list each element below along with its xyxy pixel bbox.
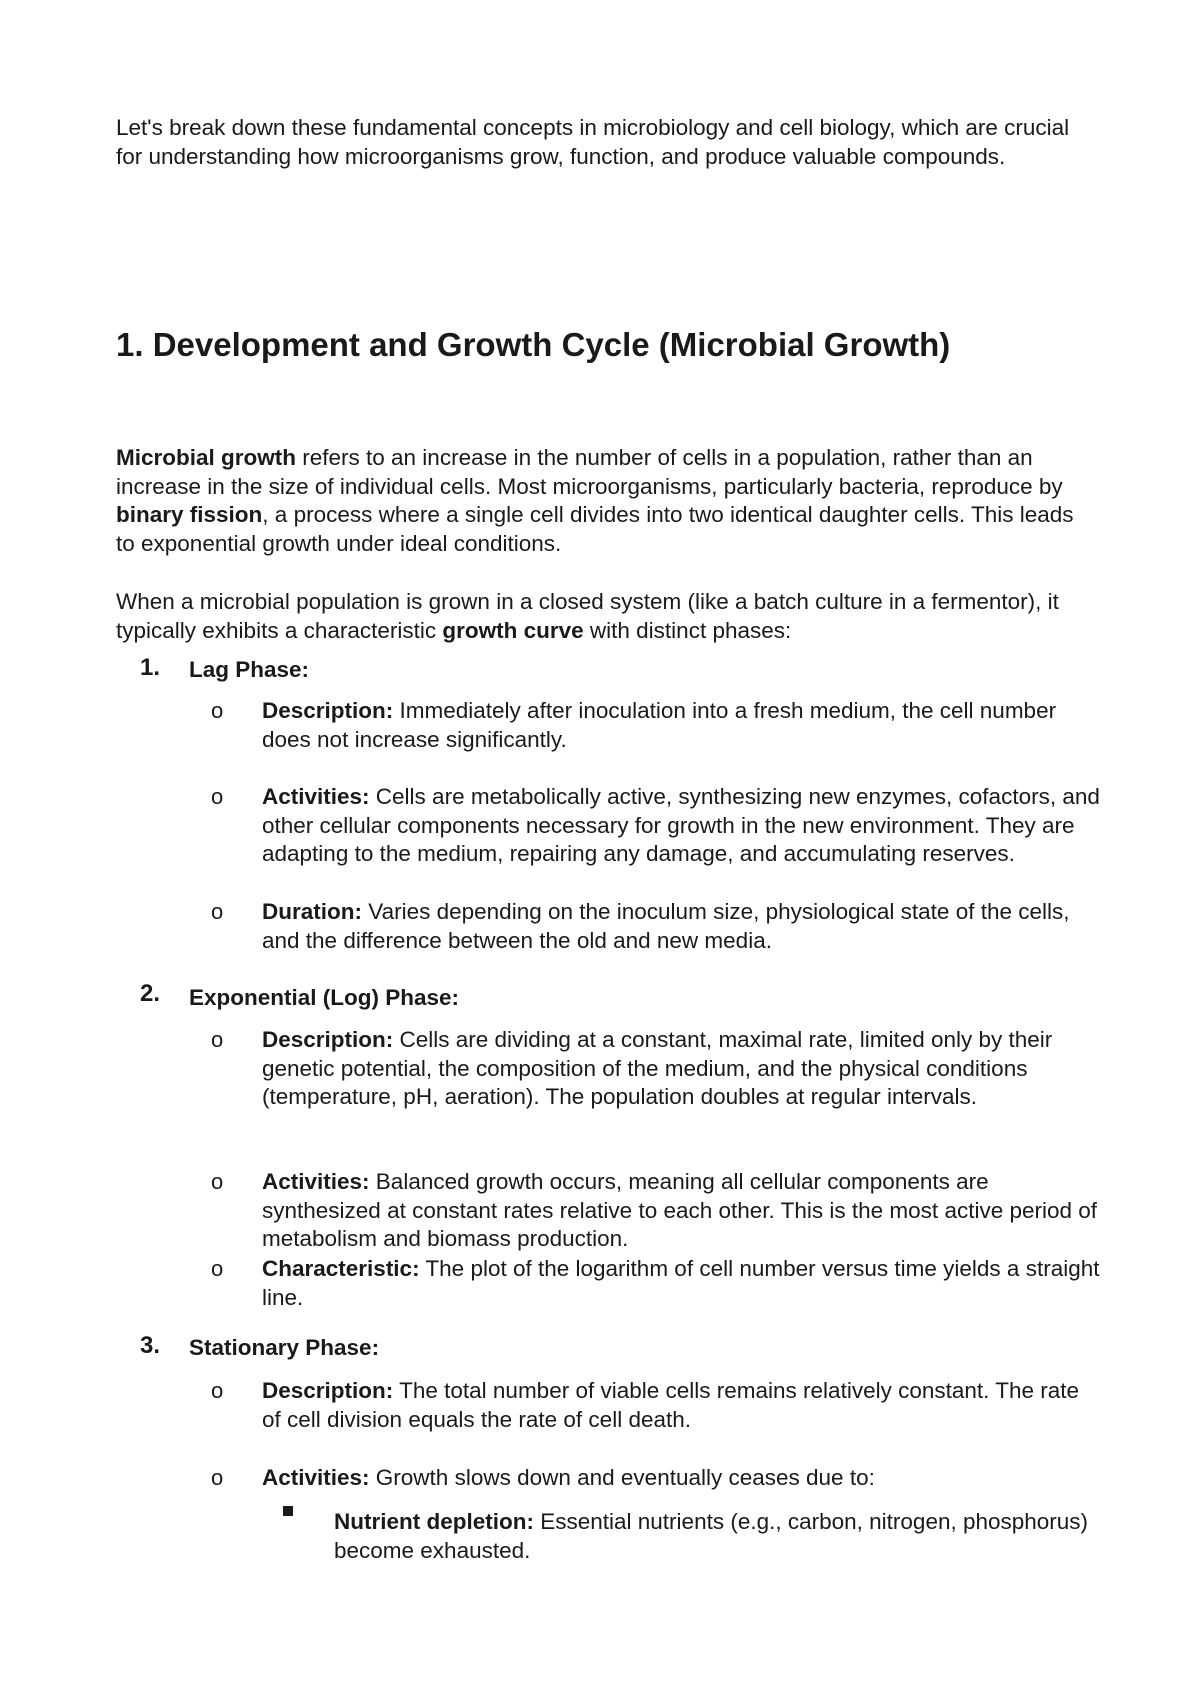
circle-bullet-icon: o xyxy=(211,1465,224,1490)
paragraph-text: When a microbial population is grown in a closed system (like a batch culture in a fermentor), it typically exhibits a characteristic xyxy=(116,589,1059,643)
circle-bullet-icon: o xyxy=(211,1378,224,1403)
paragraph-text: , a process where a single cell divides into two identical daughter cells. This leads to exponential growth under ideal conditions. xyxy=(116,502,1074,556)
square-bullet-icon xyxy=(283,1506,293,1516)
microbial-growth-paragraph xyxy=(116,444,1096,558)
item-text: Varies depending on the inoculum size, physiological state of the cells, and the difference between the old and new media. xyxy=(262,899,1070,953)
list-item xyxy=(262,1464,1102,1493)
item-text: The plot of the logarithm of cell number versus time yields a straight line. xyxy=(262,1256,1100,1310)
list-item xyxy=(262,1168,1102,1254)
item-text: Balanced growth occurs, meaning all cellular components are synthesized at constant rates relative to each other. This is the most active period of metabolism and biomass production. xyxy=(262,1169,1098,1251)
circle-bullet-icon: o xyxy=(211,698,224,723)
list-number: 2. xyxy=(140,980,161,1007)
item-label: Activities: xyxy=(262,784,370,809)
list-number: 3. xyxy=(140,1332,161,1359)
phase-title-exponential: Exponential (Log) Phase: xyxy=(189,985,460,1010)
section-heading: 1. Development and Growth Cycle (Microbial Growth) xyxy=(116,326,951,363)
item-text: Essential nutrients (e.g., carbon, nitrogen, phosphorus) become exhausted. xyxy=(334,1509,1089,1563)
sub-list-item xyxy=(334,1508,1104,1565)
circle-bullet-icon: o xyxy=(211,1169,224,1194)
intro-paragraph: Let's break down these fundamental concepts in microbiology and cell biology, which are crucial for understanding how microorganisms grow, function, and produce valuable compounds. xyxy=(116,115,1070,169)
item-label: Description: xyxy=(262,1378,394,1403)
list-number: 1. xyxy=(140,654,161,681)
circle-bullet-icon: o xyxy=(211,1027,224,1052)
item-label: Description: xyxy=(262,698,394,723)
item-label: Description: xyxy=(262,1027,394,1052)
item-text: Cells are dividing at a constant, maximal rate, limited only by their genetic potential, the composition of the medium, and the physical conditions (temperature, pH, aeration). The population doubles at regular intervals. xyxy=(262,1027,1053,1109)
item-text: The total number of viable cells remains relatively constant. The rate of cell division equals the rate of cell death. xyxy=(262,1378,1080,1432)
phase-title-lag: Lag Phase: xyxy=(189,657,310,682)
list-item xyxy=(262,1026,1102,1112)
term-growth-curve: growth curve xyxy=(442,617,584,643)
item-text: Immediately after inoculation into a fresh medium, the cell number does not increase significantly. xyxy=(262,698,1057,752)
item-label: Duration: xyxy=(262,899,362,924)
list-item xyxy=(262,697,1102,754)
term-microbial-growth: Microbial growth xyxy=(116,445,296,470)
circle-bullet-icon: o xyxy=(211,1256,224,1281)
list-item xyxy=(262,898,1102,955)
list-item xyxy=(262,1377,1102,1434)
list-item xyxy=(262,783,1102,869)
item-label: Nutrient depletion: xyxy=(334,1509,534,1534)
item-text: Cells are metabolically active, synthesizing new enzymes, cofactors, and other cellular components necessary for growth in the new environment. They are adapting to the medium, repairing any damage, and accumulating reserves. xyxy=(262,784,1100,866)
term-binary-fission: binary fission xyxy=(116,502,263,527)
circle-bullet-icon: o xyxy=(211,784,224,809)
paragraph-text: refers to an increase in the number of cells in a population, rather than an increase in the size of individual cells. Most microorganisms, particularly bacteria, reproduce by xyxy=(116,445,1063,499)
growth-curve-paragraph xyxy=(116,588,1096,645)
circle-bullet-icon: o xyxy=(211,899,224,924)
item-label: Activities: xyxy=(262,1169,370,1194)
phase-title-stationary: Stationary Phase: xyxy=(189,1335,380,1360)
paragraph-text: with distinct phases: xyxy=(583,617,792,643)
item-label: Activities: xyxy=(262,1465,370,1490)
list-item xyxy=(262,1255,1102,1312)
item-text: Growth slows down and eventually ceases due to: xyxy=(369,1465,875,1490)
item-label: Characteristic: xyxy=(262,1256,420,1281)
